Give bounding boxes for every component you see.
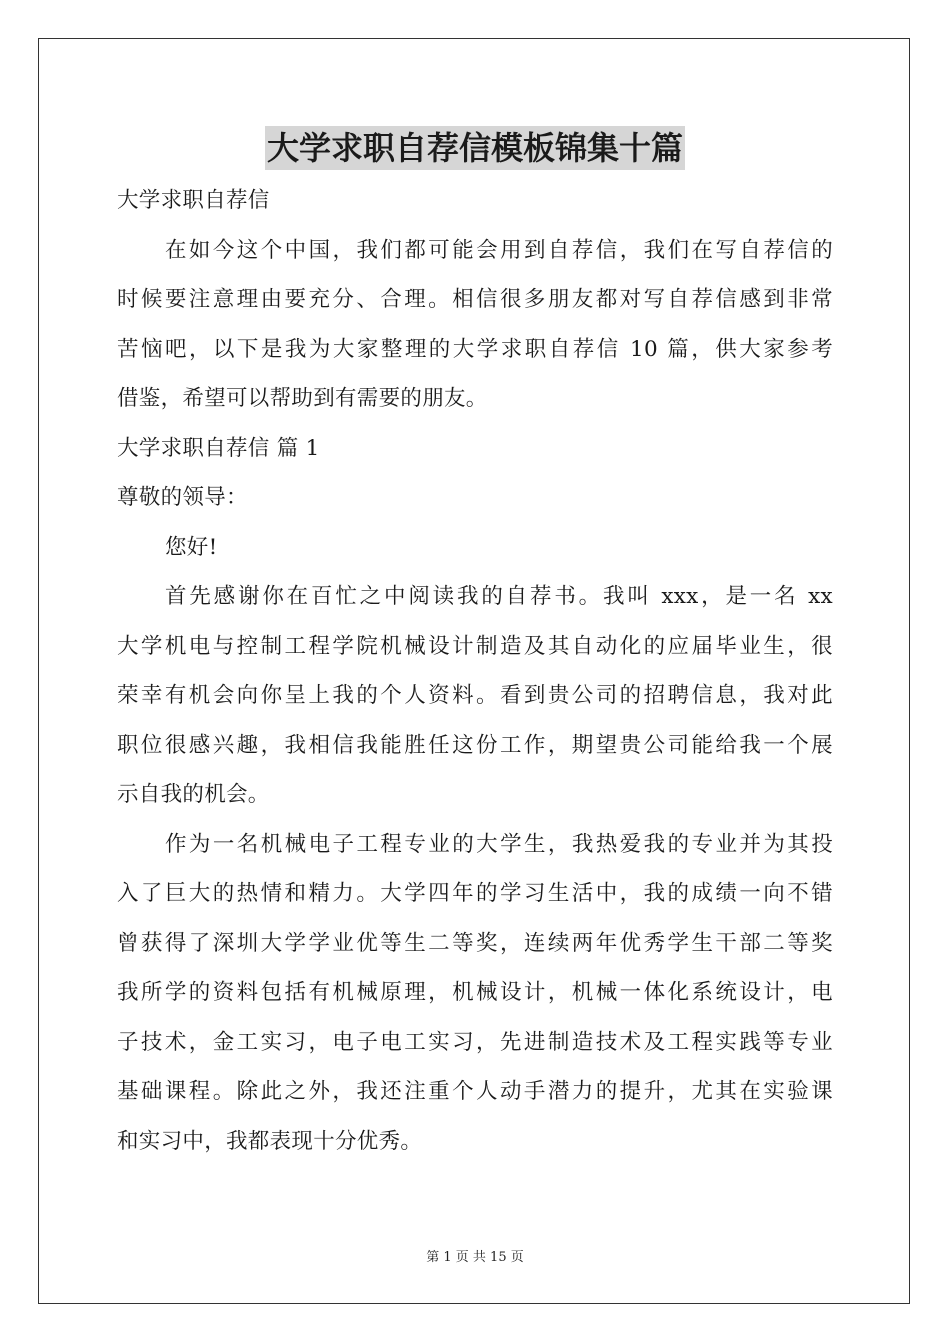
text-line: 时候要注意理由要充分、合理。相信很多朋友都对写自荐信感到非常 [117,287,833,312]
text-line: 首先感谢你在百忙之中阅读我的自荐书。我叫 xxx，是一名 xx [165,584,833,609]
text-line: 基础课程。除此之外，我还注重个人动手潜力的提升，尤其在实验课 [117,1079,833,1104]
text-line: 和实习中，我都表现十分优秀。 [117,1128,423,1154]
text-line: 示自我的机会。 [117,782,270,807]
title-container [0,126,950,170]
text-line: 在如今这个中国，我们都可能会用到自荐信，我们在写自荐信的 [165,237,833,263]
text-line: 大学机电与控制工程学院机械设计制造及其自动化的应届毕业生，很 [117,633,833,659]
document-body [117,176,833,1166]
text-line: 大学求职自荐信 篇 1 [117,435,320,461]
text-line: 入了巨大的热情和精力。大学四年的学习生活中，我的成绩一向不错 [117,881,833,906]
text-line: 作为一名机械电子工程专业的大学生，我热爱我的专业并为其投 [165,831,833,857]
document-title: 大学求职自荐信模板锦集十篇 [265,126,685,170]
text-line: 借鉴，希望可以帮助到有需要的朋友。 [117,386,488,411]
text-line: 苦恼吧，以下是我为大家整理的大学求职自荐信 10 篇，供大家参考 [117,336,833,362]
text-line: 曾获得了深圳大学学业优等生二等奖，连续两年优秀学生干部二等奖 [117,930,833,956]
text-line: 尊敬的领导： [117,485,248,510]
text-line: 荣幸有机会向你呈上我的个人资料。看到贵公司的招聘信息，我对此 [117,683,833,708]
text-line: 子技术，金工实习，电子电工实习，先进制造技术及工程实践等专业 [117,1029,833,1055]
text-line: 职位很感兴趣，我相信我能胜任这份工作，期望贵公司能给我一个展 [117,732,833,758]
text-line: 我所学的资料包括有机械原理，机械设计，机械一体化系统设计，电 [117,980,833,1005]
text-line: 您好! [165,534,218,560]
text-line: 大学求职自荐信 [117,188,270,213]
page-footer: 第 1 页 共 15 页 [426,1250,524,1265]
